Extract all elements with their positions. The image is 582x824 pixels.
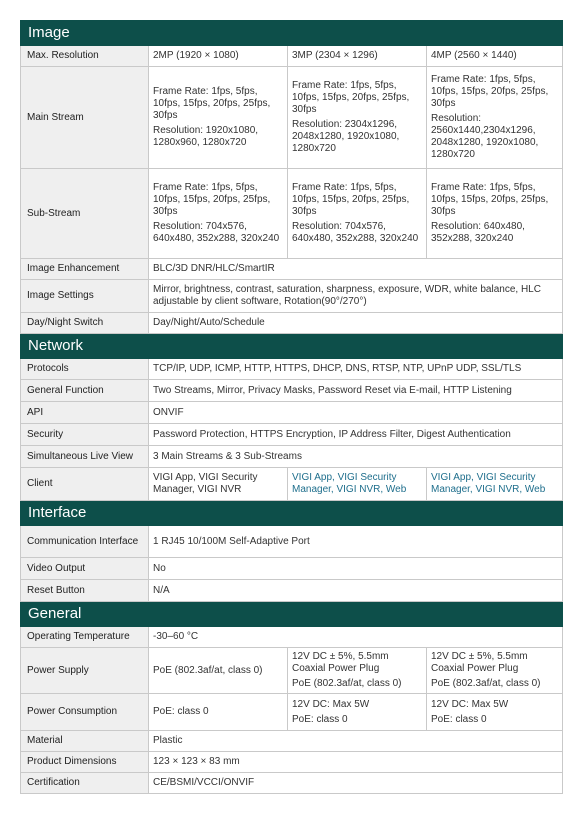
value-security: Password Protection, HTTPS Encryption, IP Address Filter, Digest Authentication xyxy=(149,424,563,446)
label-live-view: Simultaneous Live View xyxy=(21,446,149,468)
value-communication-interface: 1 RJ45 10/100M Self-Adaptive Port xyxy=(149,526,563,558)
value-image-settings: Mirror, brightness, contrast, saturation, sharpness, exposure, WDR, white balance, HLC adjustable by client software, Rotation(90°/270°) xyxy=(149,280,563,313)
sub-stream-4mp-frame-rate: Frame Rate: 1fps, 5fps, 10fps, 15fps, 20fps, 25fps, 30fps xyxy=(431,182,549,217)
row-image-enhancement xyxy=(21,259,563,280)
value-operating-temperature: -30–60 °C xyxy=(149,627,563,648)
value-image-enhancement: BLC/3D DNR/HLC/SmartIR xyxy=(149,259,563,280)
label-video-output: Video Output xyxy=(21,558,149,580)
label-max-resolution: Max. Resolution xyxy=(21,46,149,67)
value-power-supply-3mp xyxy=(288,648,427,694)
row-security xyxy=(21,424,563,446)
label-power-consumption: Power Consumption xyxy=(21,694,149,731)
value-certification: CE/BSMI/VCCI/ONVIF xyxy=(149,773,563,794)
main-stream-4mp-resolution: Resolution: 2560x1440,2304x1296, 2048x1280, 1920x1080, 1280x720 xyxy=(431,113,539,160)
label-power-supply: Power Supply xyxy=(21,648,149,694)
value-main-stream-3mp xyxy=(288,67,427,169)
value-product-dimensions: 123 × 123 × 83 mm xyxy=(149,752,563,773)
value-power-consumption-2mp: PoE: class 0 xyxy=(149,694,288,731)
value-sub-stream-3mp xyxy=(288,169,427,259)
row-power-supply xyxy=(21,648,563,694)
value-material: Plastic xyxy=(149,731,563,752)
label-image-settings: Image Settings xyxy=(21,280,149,313)
value-client-2mp: VIGI App, VIGI Security Manager, VIGI NVR xyxy=(149,468,288,501)
row-material xyxy=(21,731,563,752)
section-header-general xyxy=(21,602,563,627)
value-power-consumption-4mp xyxy=(427,694,563,731)
label-day-night-switch: Day/Night Switch xyxy=(21,313,149,334)
power-supply-3mp-poe: PoE (802.3af/at, class 0) xyxy=(292,678,402,689)
label-product-dimensions: Product Dimensions xyxy=(21,752,149,773)
power-supply-4mp-dc: 12V DC ± 5%, 5.5mm Coaxial Power Plug xyxy=(431,651,528,674)
power-consumption-3mp-poe: PoE: class 0 xyxy=(292,713,348,725)
row-general-function xyxy=(21,380,563,402)
value-protocols: TCP/IP, UDP, ICMP, HTTP, HTTPS, DHCP, DNS, RTSP, NTP, UPnP UDP, SSL/TLS xyxy=(149,359,563,380)
row-max-resolution xyxy=(21,46,563,67)
label-main-stream: Main Stream xyxy=(21,67,149,169)
row-protocols xyxy=(21,359,563,380)
main-stream-3mp-frame-rate: Frame Rate: 1fps, 5fps, 10fps, 15fps, 20fps, 25fps, 30fps xyxy=(292,80,410,115)
value-sub-stream-4mp xyxy=(427,169,563,259)
section-title-network: Network xyxy=(21,334,563,359)
value-sub-stream-2mp xyxy=(149,169,288,259)
label-certification: Certification xyxy=(21,773,149,794)
row-power-consumption xyxy=(21,694,563,731)
value-power-supply-4mp xyxy=(427,648,563,694)
value-max-resolution-2mp: 2MP (1920 × 1080) xyxy=(149,46,288,67)
section-title-general: General xyxy=(21,602,563,627)
value-general-function: Two Streams, Mirror, Privacy Masks, Password Reset via E-mail, HTTP Listening xyxy=(149,380,563,402)
row-sub-stream xyxy=(21,169,563,259)
label-security: Security xyxy=(21,424,149,446)
value-api: ONVIF xyxy=(149,402,563,424)
row-live-view xyxy=(21,446,563,468)
label-communication-interface: Communication Interface xyxy=(21,526,149,558)
row-image-settings xyxy=(21,280,563,313)
sub-stream-3mp-resolution: Resolution: 704x576, 640x480, 352x288, 320x240 xyxy=(292,221,419,244)
sub-stream-2mp-resolution: Resolution: 704x576, 640x480, 352x288, 320x240 xyxy=(153,221,280,244)
label-general-function: General Function xyxy=(21,380,149,402)
value-max-resolution-3mp: 3MP (2304 × 1296) xyxy=(288,46,427,67)
spec-table xyxy=(20,20,563,794)
label-sub-stream: Sub-Stream xyxy=(21,169,149,259)
power-consumption-3mp-dc: 12V DC: Max 5W xyxy=(292,698,370,710)
label-protocols: Protocols xyxy=(21,359,149,380)
label-client: Client xyxy=(21,468,149,501)
value-max-resolution-4mp: 4MP (2560 × 1440) xyxy=(427,46,563,67)
row-operating-temperature xyxy=(21,627,563,648)
label-operating-temperature: Operating Temperature xyxy=(21,627,149,648)
section-header-interface xyxy=(21,501,563,526)
main-stream-2mp-resolution: Resolution: 1920x1080, 1280x960, 1280x720 xyxy=(153,125,259,148)
label-image-enhancement: Image Enhancement xyxy=(21,259,149,280)
power-supply-4mp-poe: PoE (802.3af/at, class 0) xyxy=(431,678,541,689)
value-client-4mp: VIGI App, VIGI Security Manager, VIGI NVR, Web xyxy=(427,468,563,501)
sub-stream-2mp-frame-rate: Frame Rate: 1fps, 5fps, 10fps, 15fps, 20fps, 25fps, 30fps xyxy=(153,182,271,217)
value-day-night-switch: Day/Night/Auto/Schedule xyxy=(149,313,563,334)
label-api: API xyxy=(21,402,149,424)
power-consumption-4mp-poe: PoE: class 0 xyxy=(431,713,487,725)
section-header-network xyxy=(21,334,563,359)
power-consumption-4mp-dc: 12V DC: Max 5W xyxy=(431,698,509,710)
value-live-view: 3 Main Streams & 3 Sub-Streams xyxy=(149,446,563,468)
main-stream-3mp-resolution: Resolution: 2304x1296, 2048x1280, 1920x1080, 1280x720 xyxy=(292,119,400,154)
row-api xyxy=(21,402,563,424)
row-communication-interface xyxy=(21,526,563,558)
value-reset-button: N/A xyxy=(149,580,563,602)
value-video-output: No xyxy=(149,558,563,580)
power-supply-3mp-dc: 12V DC ± 5%, 5.5mm Coaxial Power Plug xyxy=(292,651,389,674)
row-main-stream xyxy=(21,67,563,169)
label-reset-button: Reset Button xyxy=(21,580,149,602)
main-stream-2mp-frame-rate: Frame Rate: 1fps, 5fps, 10fps, 15fps, 20fps, 25fps, 30fps xyxy=(153,86,271,121)
section-header-image xyxy=(21,21,563,46)
row-reset-button xyxy=(21,580,563,602)
section-title-interface: Interface xyxy=(21,501,563,526)
row-client xyxy=(21,468,563,501)
sub-stream-4mp-resolution: Resolution: 640x480, 352x288, 320x240 xyxy=(431,221,525,244)
value-client-3mp: VIGI App, VIGI Security Manager, VIGI NVR, Web xyxy=(288,468,427,501)
row-product-dimensions xyxy=(21,752,563,773)
main-stream-4mp-frame-rate: Frame Rate: 1fps, 5fps, 10fps, 15fps, 20fps, 25fps, 30fps xyxy=(431,74,549,109)
row-day-night-switch xyxy=(21,313,563,334)
row-video-output xyxy=(21,558,563,580)
value-main-stream-2mp xyxy=(149,67,288,169)
value-main-stream-4mp xyxy=(427,67,563,169)
row-certification xyxy=(21,773,563,794)
value-power-consumption-3mp xyxy=(288,694,427,731)
value-power-supply-2mp: PoE (802.3af/at, class 0) xyxy=(149,648,288,694)
sub-stream-3mp-frame-rate: Frame Rate: 1fps, 5fps, 10fps, 15fps, 20fps, 25fps, 30fps xyxy=(292,182,410,217)
label-material: Material xyxy=(21,731,149,752)
section-title-image: Image xyxy=(21,21,563,46)
